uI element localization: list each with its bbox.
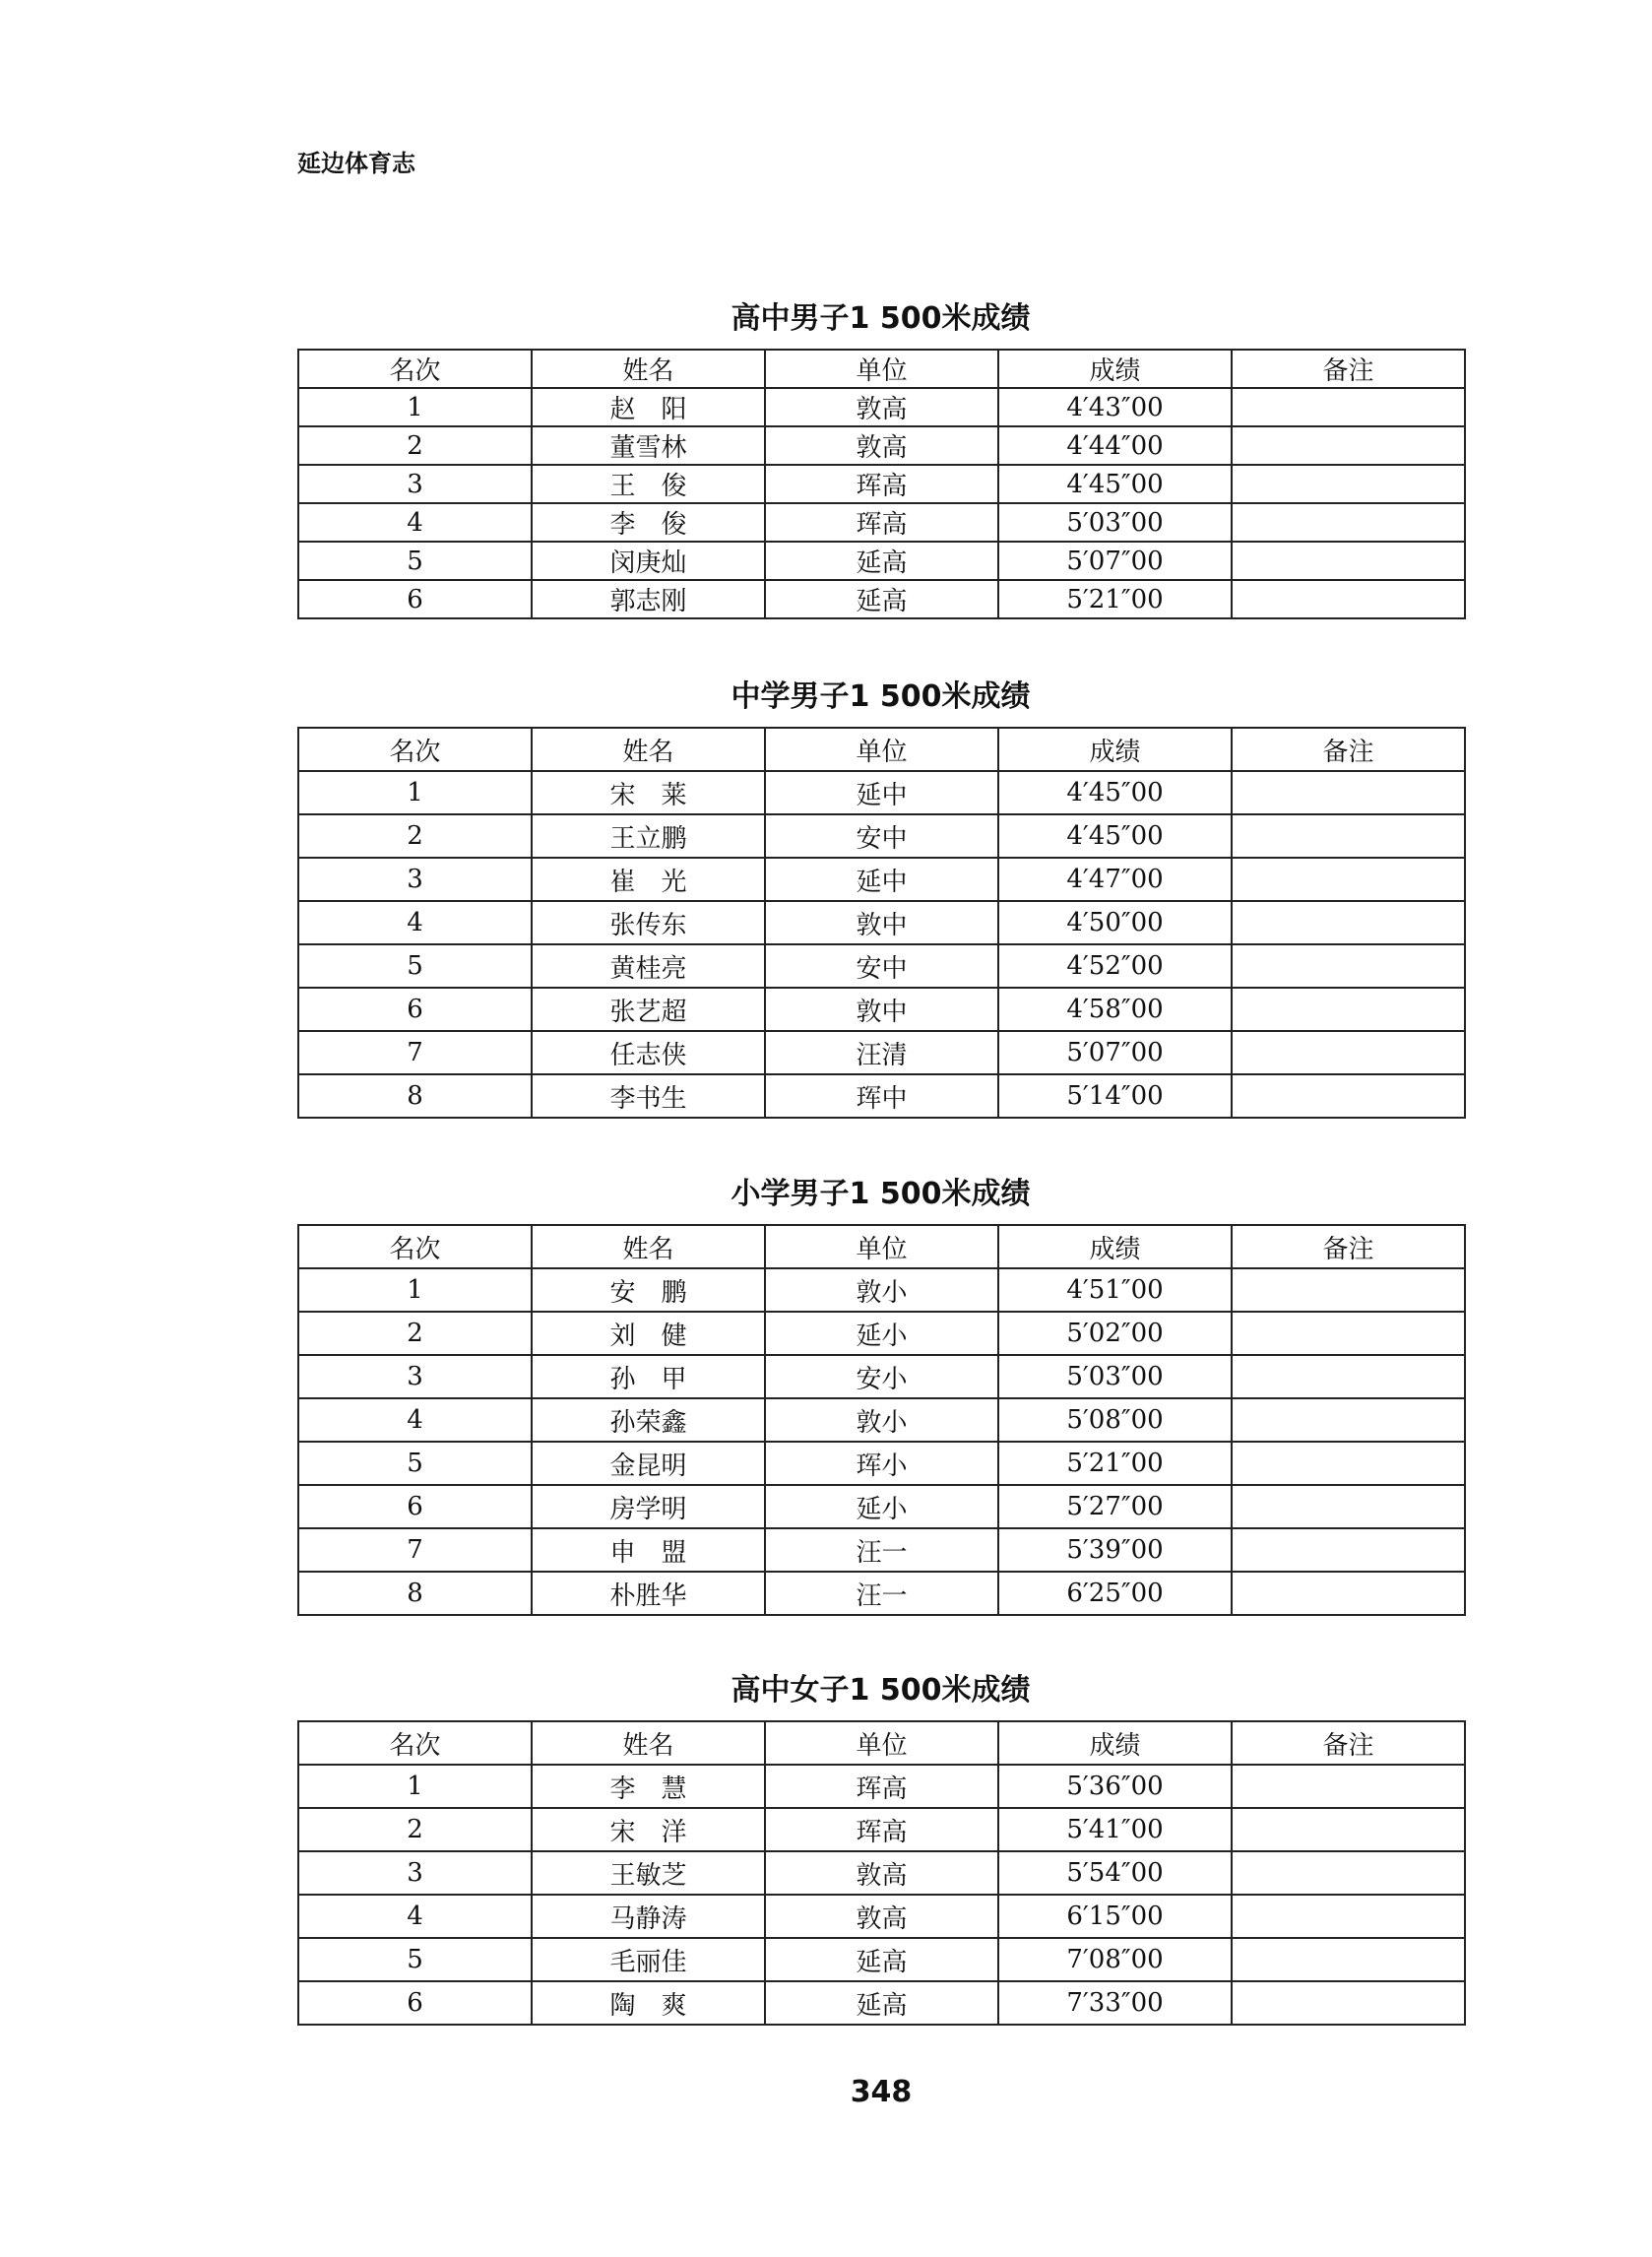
column-header-unit: 单位 bbox=[765, 1225, 998, 1268]
result-cell: 5′02″00 bbox=[998, 1312, 1232, 1355]
column-header-remark: 备注 bbox=[1232, 350, 1465, 388]
table-row bbox=[298, 1031, 1465, 1074]
table-row bbox=[298, 1485, 1465, 1528]
table-row bbox=[298, 814, 1465, 858]
remark-cell bbox=[1232, 1312, 1465, 1355]
remark-cell bbox=[1232, 1981, 1465, 2025]
table-row bbox=[298, 388, 1465, 426]
name-cell: 王 俊 bbox=[532, 465, 765, 503]
results-table bbox=[297, 1224, 1466, 1616]
name-cell: 朴胜华 bbox=[532, 1572, 765, 1615]
remark-cell bbox=[1232, 1485, 1465, 1528]
table-row bbox=[298, 944, 1465, 988]
table-row bbox=[298, 1808, 1465, 1851]
results-table bbox=[297, 1720, 1466, 2026]
result-cell: 4′44″00 bbox=[998, 426, 1232, 465]
unit-cell: 延中 bbox=[765, 771, 998, 814]
result-cell: 4′50″00 bbox=[998, 901, 1232, 944]
column-header-remark: 备注 bbox=[1232, 1225, 1465, 1268]
unit-cell: 珲高 bbox=[765, 1765, 998, 1808]
remark-cell bbox=[1232, 1765, 1465, 1808]
table-row bbox=[298, 1442, 1465, 1485]
remark-cell bbox=[1232, 503, 1465, 542]
unit-cell: 延高 bbox=[765, 542, 998, 580]
name-cell: 陶 爽 bbox=[532, 1981, 765, 2025]
rank-cell: 7 bbox=[298, 1031, 532, 1074]
table-row bbox=[298, 1895, 1465, 1938]
name-cell: 孙 甲 bbox=[532, 1355, 765, 1398]
remark-cell bbox=[1232, 901, 1465, 944]
table-row bbox=[298, 1528, 1465, 1572]
column-header-remark: 备注 bbox=[1232, 1721, 1465, 1765]
rank-cell: 8 bbox=[298, 1074, 532, 1118]
table-body bbox=[298, 771, 1465, 1118]
unit-cell: 珲小 bbox=[765, 1442, 998, 1485]
table-header-row bbox=[298, 350, 1465, 388]
table-body bbox=[298, 388, 1465, 618]
name-cell: 房学明 bbox=[532, 1485, 765, 1528]
result-cell: 4′45″00 bbox=[998, 465, 1232, 503]
result-cell: 5′03″00 bbox=[998, 1355, 1232, 1398]
rank-cell: 4 bbox=[298, 1398, 532, 1442]
rank-cell: 5 bbox=[298, 1442, 532, 1485]
table-row bbox=[298, 1981, 1465, 2025]
table-row bbox=[298, 1398, 1465, 1442]
name-cell: 安 鹏 bbox=[532, 1268, 765, 1312]
result-cell: 5′27″00 bbox=[998, 1485, 1232, 1528]
unit-cell: 珲高 bbox=[765, 503, 998, 542]
name-cell: 黄桂亮 bbox=[532, 944, 765, 988]
unit-cell: 敦高 bbox=[765, 426, 998, 465]
table-row bbox=[298, 858, 1465, 901]
rank-cell: 5 bbox=[298, 944, 532, 988]
name-cell: 孙荣鑫 bbox=[532, 1398, 765, 1442]
result-cell: 5′21″00 bbox=[998, 580, 1232, 618]
column-header-result: 成绩 bbox=[998, 350, 1232, 388]
name-cell: 闵庚灿 bbox=[532, 542, 765, 580]
result-cell: 4′47″00 bbox=[998, 858, 1232, 901]
unit-cell: 敦高 bbox=[765, 388, 998, 426]
name-cell: 金昆明 bbox=[532, 1442, 765, 1485]
column-header-rank: 名次 bbox=[298, 350, 532, 388]
results-table bbox=[297, 727, 1466, 1119]
name-cell: 申 盟 bbox=[532, 1528, 765, 1572]
rank-cell: 3 bbox=[298, 465, 532, 503]
column-header-remark: 备注 bbox=[1232, 728, 1465, 771]
table-header-row bbox=[298, 728, 1465, 771]
result-cell: 5′07″00 bbox=[998, 1031, 1232, 1074]
name-cell: 李书生 bbox=[532, 1074, 765, 1118]
name-cell: 张艺超 bbox=[532, 988, 765, 1031]
unit-cell: 安小 bbox=[765, 1355, 998, 1398]
name-cell: 张传东 bbox=[532, 901, 765, 944]
rank-cell: 5 bbox=[298, 1938, 532, 1981]
remark-cell bbox=[1232, 1572, 1465, 1615]
column-header-name: 姓名 bbox=[532, 1225, 765, 1268]
rank-cell: 7 bbox=[298, 1528, 532, 1572]
table-row bbox=[298, 580, 1465, 618]
remark-cell bbox=[1232, 1442, 1465, 1485]
unit-cell: 敦小 bbox=[765, 1398, 998, 1442]
remark-cell bbox=[1232, 858, 1465, 901]
remark-cell bbox=[1232, 1074, 1465, 1118]
section-title: 高中女子1 500米成绩 bbox=[731, 1673, 1031, 1708]
unit-cell: 汪一 bbox=[765, 1528, 998, 1572]
rank-cell: 4 bbox=[298, 901, 532, 944]
rank-cell: 1 bbox=[298, 1765, 532, 1808]
table-row bbox=[298, 1355, 1465, 1398]
unit-cell: 珲高 bbox=[765, 1808, 998, 1851]
unit-cell: 延小 bbox=[765, 1485, 998, 1528]
column-header-result: 成绩 bbox=[998, 728, 1232, 771]
name-cell: 王敏芝 bbox=[532, 1851, 765, 1895]
result-cell: 5′08″00 bbox=[998, 1398, 1232, 1442]
column-header-result: 成绩 bbox=[998, 1225, 1232, 1268]
remark-cell bbox=[1232, 988, 1465, 1031]
rank-cell: 5 bbox=[298, 542, 532, 580]
name-cell: 刘 健 bbox=[532, 1312, 765, 1355]
column-header-rank: 名次 bbox=[298, 1225, 532, 1268]
column-header-result: 成绩 bbox=[998, 1721, 1232, 1765]
name-cell: 李 俊 bbox=[532, 503, 765, 542]
unit-cell: 延高 bbox=[765, 1938, 998, 1981]
remark-cell bbox=[1232, 771, 1465, 814]
unit-cell: 敦中 bbox=[765, 901, 998, 944]
name-cell: 马静涛 bbox=[532, 1895, 765, 1938]
unit-cell: 安中 bbox=[765, 944, 998, 988]
table-row bbox=[298, 1074, 1465, 1118]
result-cell: 6′25″00 bbox=[998, 1572, 1232, 1615]
results-table bbox=[297, 349, 1466, 619]
column-header-unit: 单位 bbox=[765, 728, 998, 771]
result-cell: 5′14″00 bbox=[998, 1074, 1232, 1118]
rank-cell: 2 bbox=[298, 814, 532, 858]
table-row bbox=[298, 1765, 1465, 1808]
remark-cell bbox=[1232, 814, 1465, 858]
result-cell: 5′39″00 bbox=[998, 1528, 1232, 1572]
result-cell: 4′58″00 bbox=[998, 988, 1232, 1031]
table-header-row bbox=[298, 1721, 1465, 1765]
remark-cell bbox=[1232, 1808, 1465, 1851]
rank-cell: 3 bbox=[298, 858, 532, 901]
result-cell: 5′07″00 bbox=[998, 542, 1232, 580]
name-cell: 赵 阳 bbox=[532, 388, 765, 426]
remark-cell bbox=[1232, 1528, 1465, 1572]
section-title: 高中男子1 500米成绩 bbox=[731, 301, 1031, 336]
column-header-name: 姓名 bbox=[532, 728, 765, 771]
column-header-unit: 单位 bbox=[765, 1721, 998, 1765]
table-row bbox=[298, 503, 1465, 542]
result-cell: 5′03″00 bbox=[998, 503, 1232, 542]
table-row bbox=[298, 988, 1465, 1031]
rank-cell: 4 bbox=[298, 1895, 532, 1938]
table-row bbox=[298, 1268, 1465, 1312]
rank-cell: 2 bbox=[298, 1312, 532, 1355]
running-head: 延边体育志 bbox=[297, 150, 415, 177]
section-title: 中学男子1 500米成绩 bbox=[731, 679, 1031, 714]
name-cell: 崔 光 bbox=[532, 858, 765, 901]
rank-cell: 6 bbox=[298, 988, 532, 1031]
result-cell: 5′21″00 bbox=[998, 1442, 1232, 1485]
result-cell: 5′54″00 bbox=[998, 1851, 1232, 1895]
result-cell: 4′51″00 bbox=[998, 1268, 1232, 1312]
result-cell: 6′15″00 bbox=[998, 1895, 1232, 1938]
rank-cell: 1 bbox=[298, 388, 532, 426]
table-body bbox=[298, 1765, 1465, 2025]
remark-cell bbox=[1232, 1938, 1465, 1981]
table-row bbox=[298, 771, 1465, 814]
unit-cell: 延中 bbox=[765, 858, 998, 901]
name-cell: 宋 洋 bbox=[532, 1808, 765, 1851]
unit-cell: 延高 bbox=[765, 1981, 998, 2025]
remark-cell bbox=[1232, 388, 1465, 426]
unit-cell: 延高 bbox=[765, 580, 998, 618]
result-cell: 7′08″00 bbox=[998, 1938, 1232, 1981]
result-cell: 7′33″00 bbox=[998, 1981, 1232, 2025]
remark-cell bbox=[1232, 1398, 1465, 1442]
rank-cell: 6 bbox=[298, 1981, 532, 2025]
table-header-row bbox=[298, 1225, 1465, 1268]
unit-cell: 敦小 bbox=[765, 1268, 998, 1312]
rank-cell: 6 bbox=[298, 1485, 532, 1528]
table-row bbox=[298, 901, 1465, 944]
name-cell: 董雪林 bbox=[532, 426, 765, 465]
rank-cell: 8 bbox=[298, 1572, 532, 1615]
unit-cell: 汪清 bbox=[765, 1031, 998, 1074]
table-row bbox=[298, 1938, 1465, 1981]
unit-cell: 敦中 bbox=[765, 988, 998, 1031]
unit-cell: 延小 bbox=[765, 1312, 998, 1355]
column-header-unit: 单位 bbox=[765, 350, 998, 388]
rank-cell: 1 bbox=[298, 771, 532, 814]
column-header-rank: 名次 bbox=[298, 728, 532, 771]
rank-cell: 2 bbox=[298, 1808, 532, 1851]
remark-cell bbox=[1232, 542, 1465, 580]
remark-cell bbox=[1232, 1031, 1465, 1074]
name-cell: 李 慧 bbox=[532, 1765, 765, 1808]
remark-cell bbox=[1232, 465, 1465, 503]
table-row bbox=[298, 1572, 1465, 1615]
remark-cell bbox=[1232, 944, 1465, 988]
remark-cell bbox=[1232, 426, 1465, 465]
name-cell: 毛丽佳 bbox=[532, 1938, 765, 1981]
table-row bbox=[298, 465, 1465, 503]
name-cell: 任志侠 bbox=[532, 1031, 765, 1074]
unit-cell: 安中 bbox=[765, 814, 998, 858]
page-number: 348 bbox=[850, 2075, 913, 2109]
unit-cell: 敦高 bbox=[765, 1851, 998, 1895]
rank-cell: 1 bbox=[298, 1268, 532, 1312]
name-cell: 郭志刚 bbox=[532, 580, 765, 618]
column-header-name: 姓名 bbox=[532, 1721, 765, 1765]
result-cell: 4′45″00 bbox=[998, 771, 1232, 814]
unit-cell: 敦高 bbox=[765, 1895, 998, 1938]
result-cell: 5′41″00 bbox=[998, 1808, 1232, 1851]
result-cell: 4′45″00 bbox=[998, 814, 1232, 858]
unit-cell: 珲中 bbox=[765, 1074, 998, 1118]
result-cell: 4′52″00 bbox=[998, 944, 1232, 988]
table-row bbox=[298, 1851, 1465, 1895]
remark-cell bbox=[1232, 1851, 1465, 1895]
name-cell: 王立鹏 bbox=[532, 814, 765, 858]
unit-cell: 汪一 bbox=[765, 1572, 998, 1615]
remark-cell bbox=[1232, 580, 1465, 618]
remark-cell bbox=[1232, 1895, 1465, 1938]
table-body bbox=[298, 1268, 1465, 1615]
remark-cell bbox=[1232, 1355, 1465, 1398]
table-row bbox=[298, 426, 1465, 465]
section-title: 小学男子1 500米成绩 bbox=[731, 1177, 1031, 1211]
rank-cell: 6 bbox=[298, 580, 532, 618]
table-row bbox=[298, 542, 1465, 580]
column-header-name: 姓名 bbox=[532, 350, 765, 388]
rank-cell: 2 bbox=[298, 426, 532, 465]
remark-cell bbox=[1232, 1268, 1465, 1312]
rank-cell: 3 bbox=[298, 1851, 532, 1895]
name-cell: 宋 莱 bbox=[532, 771, 765, 814]
unit-cell: 珲高 bbox=[765, 465, 998, 503]
table-row bbox=[298, 1312, 1465, 1355]
rank-cell: 4 bbox=[298, 503, 532, 542]
column-header-rank: 名次 bbox=[298, 1721, 532, 1765]
rank-cell: 3 bbox=[298, 1355, 532, 1398]
result-cell: 5′36″00 bbox=[998, 1765, 1232, 1808]
result-cell: 4′43″00 bbox=[998, 388, 1232, 426]
